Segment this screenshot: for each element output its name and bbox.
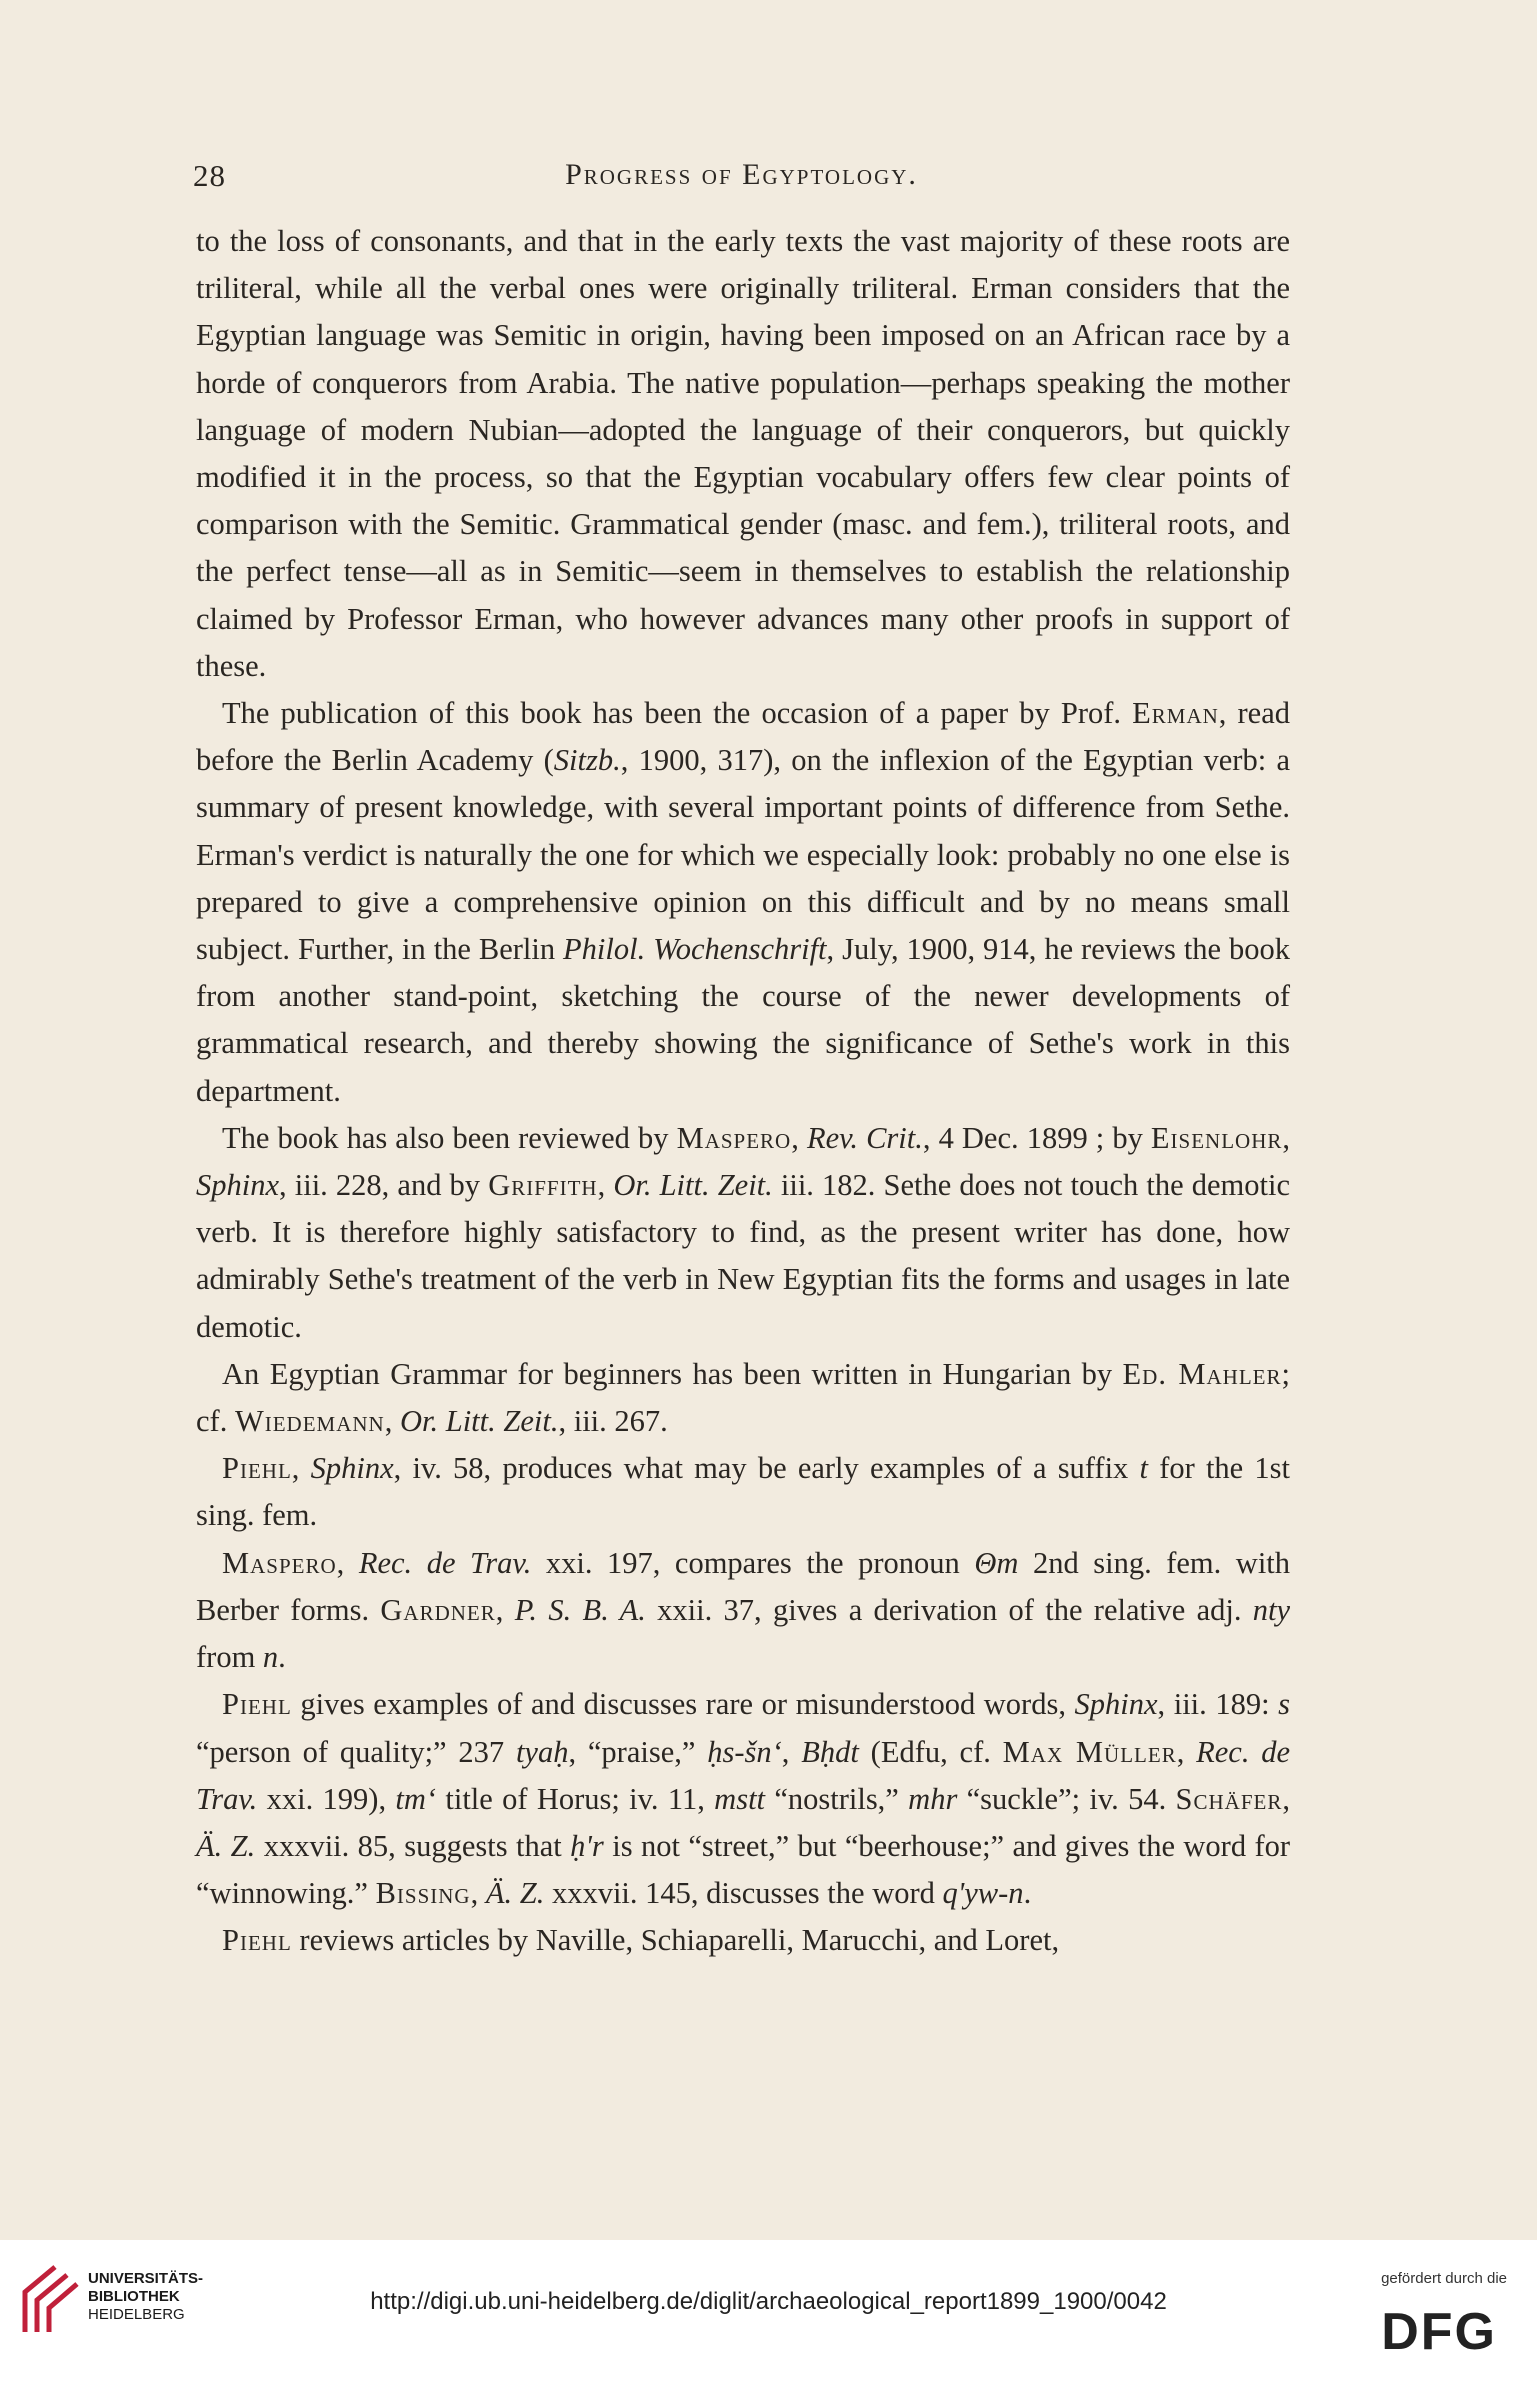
citation-az: Ä. Z.	[485, 1876, 545, 1911]
paragraph-5: Piehl, Sphinx, iv. 58, produces what may be early examples of a suffix t for the 1st sing. fem.	[196, 1451, 1291, 1533]
citation-philol: Philol. Wochenschrift	[563, 932, 827, 967]
author-gardner: Gardner	[380, 1592, 496, 1627]
page-header	[193, 158, 1290, 198]
paragraph-7: Piehl gives examples of and discusses rare or misunderstood words, Sphinx, iii. 189: s “person of quality;” 237 tyaḥ, “praise,” ḥs-šn‘, Bḥdt (Edfu, cf. Max Müller, Rec. de Trav. xxi. 199), tm‘ title of Horus; iv. 11, mstt “nostrils,” mhr “suckle”; iv. 54. Schäfer, Ä. Z. xxxvii. 85, suggests that ḥ'r is not “street,” but “beerhouse;” and gives the word for “winnowing.” Bissing, Ä. Z. xxxvii. 145, discusses the word q'yw-n.	[196, 1687, 1291, 1911]
paragraph-4: An Egyptian Grammar for beginners has been written in Hungarian by Ed. Mahler; cf. Wiedemann, Or. Litt. Zeit., iii. 267.	[196, 1356, 1290, 1439]
paragraph-6: Maspero, Rec. de Trav. xxi. 197, compares the pronoun Θm 2nd sing. fem. with Berber forms. Gardner, P. S. B. A. xxii. 37, gives a derivation of the relative adj. nty from n.	[196, 1545, 1291, 1675]
word-n: n	[262, 1640, 279, 1675]
author-piehl: Piehl	[222, 1923, 292, 1958]
paragraph-1: to the loss of consonants, and that in the early texts the vast majority of these roots are triliteral, while all the verbal ones were originally triliteral. Erman considers that the Egyptian language was Semitic in origin, having been imposed on an African race by a horde of conquerors from Arabia. The native population—perhaps speaking the mother language of modern Nubian—adopted the language of their conquerors, but quickly modified it in the process, so that the Egyptian vocabulary offers few clear points of comparison with the Semitic. Grammatical gender (masc. and fem.), triliteral roots, and the perfect tense—all as in Semitic—seem in themselves to establish the relationship claimed by Professor Erman, who however advances many other proofs in support of these.	[196, 224, 1290, 683]
citation-rec-de-trav: Rec. de Trav.	[358, 1545, 532, 1580]
citation-or-litt: Or. Litt. Zeit.	[613, 1168, 773, 1203]
author-piehl: Piehl	[222, 1687, 292, 1722]
library-name: UNIVERSITÄTS- BIBLIOTHEK HEIDELBERG	[88, 2270, 204, 2323]
citation-psba: P. S. B. A.	[514, 1592, 646, 1627]
running-title: Progress of Egyptology.	[565, 158, 918, 191]
citation-rec-de-trav: Rec. de Trav.	[196, 1734, 1291, 1816]
page-number: 28	[193, 158, 226, 193]
pronoun-om: Θm	[974, 1545, 1019, 1580]
paragraph-8: Piehl reviews articles by Naville, Schiaparelli, Marucchi, and Loret,	[222, 1923, 1060, 1958]
dfg-logo: DFG	[1381, 2303, 1497, 2361]
citation-rev-crit: Rev. Crit.	[806, 1120, 923, 1155]
paragraph-3: The book has also been reviewed by Maspero, Rev. Crit., 4 Dec. 1899 ; by Eisenlohr, Sphinx, iii. 228, and by Griffith, Or. Litt. Zeit. iii. 182. Sethe does not touch the demotic verb. It is therefore highly satisfactory to find, as the present writer has done, how admirably Sethe's treatment of the verb in New Egyptian fits the forms and usages in late demotic.	[196, 1120, 1291, 1344]
author-schafer: Schäfer	[1175, 1781, 1283, 1816]
author-piehl: Piehl	[222, 1451, 292, 1486]
funding-note: gefördert durch die	[1381, 2270, 1507, 2287]
author-eisenlohr: Eisenlohr	[1150, 1120, 1283, 1155]
body-text	[196, 218, 1290, 1965]
word-nty: nty	[1252, 1592, 1291, 1627]
suffix-t: t	[1139, 1451, 1148, 1486]
author-erman: Erman	[1132, 696, 1219, 731]
citation-sphinx: Sphinx	[196, 1168, 280, 1203]
author-griffith: Griffith	[488, 1168, 598, 1203]
author-maspero: Maspero	[676, 1120, 792, 1155]
citation-az: Ä. Z.	[196, 1828, 256, 1863]
author-maspero: Maspero	[222, 1545, 337, 1580]
citation-or-litt: Or. Litt. Zeit.	[399, 1404, 559, 1439]
author-max-muller: Max Müller	[1002, 1734, 1177, 1769]
paragraph-2: The publication of this book has been the occasion of a paper by Prof. Erman, read before the Berlin Academy (Sitzb., 1900, 317), on the inflexion of the Egyptian verb: a summary of present knowledge, with several important points of difference from Sethe. Erman's verdict is naturally the one for which we especially look: probably no one else is prepared to give a comprehensive opinion on this difficult and by no means small subject. Further, in the Berlin Philol. Wochenschrift, July, 1900, 914, he reviews the book from another stand-point, sketching the course of the newer developments of grammatical research, and thereby showing the significance of Sethe's work in this department.	[196, 696, 1291, 1108]
source-url[interactable]: http://digi.ub.uni-heidelberg.de/diglit/archaeological_report1899_1900/0042	[370, 2288, 1167, 2315]
citation-sphinx: Sphinx	[310, 1451, 394, 1486]
author-mahler: Ed. Mahler	[1122, 1356, 1282, 1391]
citation-sitzb: Sitzb.	[553, 743, 621, 778]
digitization-footer	[0, 2240, 1537, 2385]
author-wiedemann: Wiedemann	[234, 1404, 385, 1439]
author-bissing: Bissing	[375, 1876, 471, 1911]
citation-sphinx: Sphinx	[1074, 1687, 1158, 1722]
